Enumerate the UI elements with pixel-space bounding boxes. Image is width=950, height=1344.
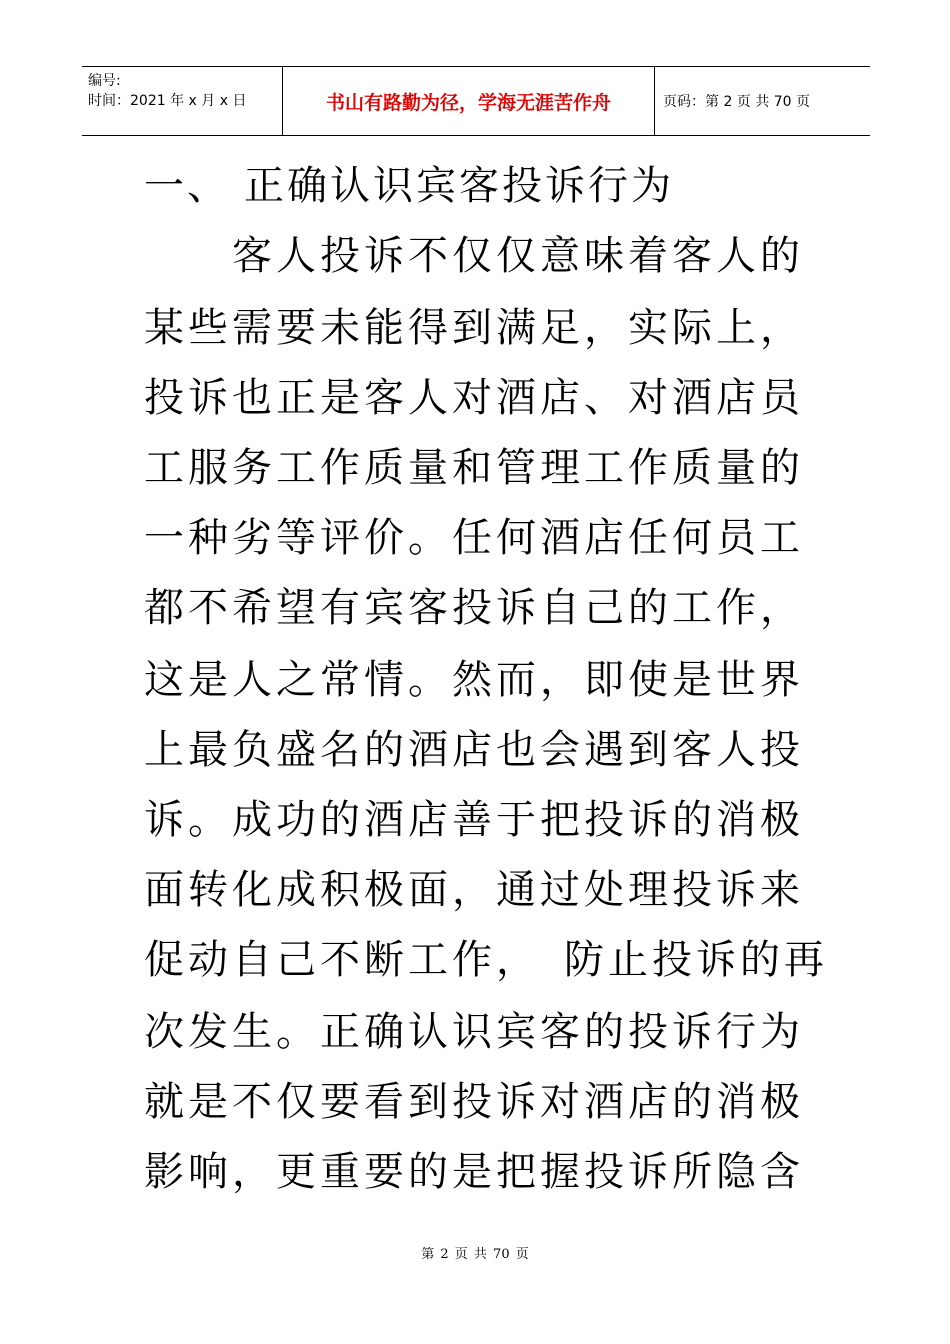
section-title: 正确认识宾客投诉行为 — [244, 163, 674, 209]
paragraph-line: 影响，更重要的是把握投诉所隐含 — [144, 1149, 804, 1195]
paragraph-line: 一种劣等评价。任何酒店任何员工 — [144, 515, 804, 561]
paragraph-line: 诉。成功的酒店善于把投诉的消极 — [144, 797, 804, 843]
paragraph-line: 次发生。正确认识宾客的投诉行为 — [144, 1009, 804, 1055]
header-meta — [82, 67, 282, 135]
paragraph-line: 促动自己不断工作， 防止投诉的再 — [144, 937, 828, 983]
page-footer: 第 2 页 共 70 页 — [421, 1247, 529, 1262]
document-header — [82, 66, 870, 136]
paragraph-line: 投诉也正是客人对酒店、对酒店员 — [144, 375, 804, 421]
section-number: 一、 — [144, 163, 230, 209]
paragraph-line: 某些需要未能得到满足，实际上， — [144, 305, 804, 351]
date-label: 时间：2021 年 x 月 x 日 — [88, 93, 247, 109]
header-page-info: 页码：第 2 页 共 70 页 — [663, 94, 810, 110]
paragraph-line: 客人投诉不仅仅意味着客人的 — [144, 233, 804, 279]
paragraph-line: 工服务工作质量和管理工作质量的 — [144, 445, 804, 491]
header-motto: 书山有路勤为径，学海无涯苦作舟 — [282, 67, 655, 135]
paragraph-line: 这是人之常情。然而，即使是世界 — [144, 657, 804, 703]
section-heading — [144, 158, 674, 214]
paragraph-line: 上最负盛名的酒店也会遇到客人投 — [144, 727, 804, 773]
paragraph-line: 都不希望有宾客投诉自己的工作， — [144, 585, 804, 631]
paragraph-line: 就是不仅要看到投诉对酒店的消极 — [144, 1079, 804, 1125]
paragraph-line: 面转化成积极面，通过处理投诉来 — [144, 867, 804, 913]
serial-label: 编号: — [88, 73, 121, 89]
